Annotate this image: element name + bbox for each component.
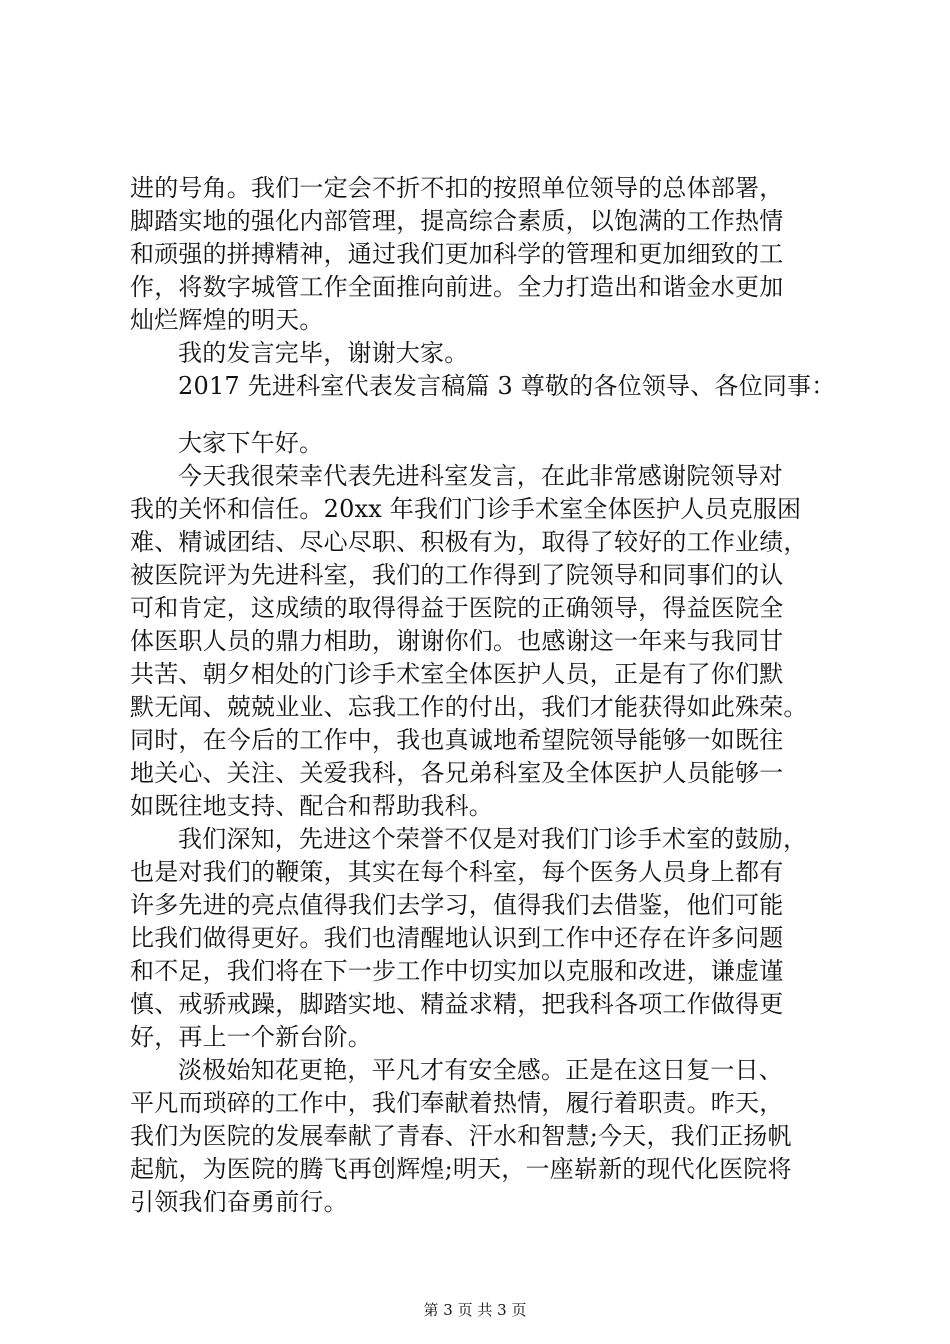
- text-line: 作，将数字城管工作全面推向前进。全力打造出和谐金水更加: [130, 273, 784, 301]
- text-line: 好，再上一个新台阶。: [130, 1023, 372, 1051]
- text-line: 共苦、朝夕相处的门诊手术室全体医护人员，正是有了你们默: [130, 660, 784, 688]
- text-line: 进的号角。我们一定会不折不扣的按照单位领导的总体部署，: [130, 174, 784, 202]
- text-line: 今天我很荣幸代表先进科室发言，在此非常感谢院领导对: [178, 462, 783, 490]
- text-line: 我的关怀和信任。20xx 年我们门诊手术室全体医护人员克服困: [130, 495, 802, 523]
- text-line: 地关心、关注、关爱我科，各兄弟科室及全体医护人员能够一: [130, 759, 784, 787]
- text-line: 如既往地支持、配合和帮助我科。: [130, 792, 493, 820]
- text-line: 引领我们奋勇前行。: [130, 1188, 348, 1216]
- page-footer: [0, 1300, 950, 1320]
- text-line: 灿烂辉煌的明天。: [130, 306, 324, 334]
- page-number: 第 3 页 共 3 页: [423, 1301, 527, 1319]
- text-line: 我们深知，先进这个荣誉不仅是对我们门诊手术室的鼓励，: [178, 825, 808, 853]
- text-line: 脚踏实地的强化内部管理，提高综合素质，以饱满的工作热情: [130, 207, 784, 235]
- text-line: 平凡而琐碎的工作中，我们奉献着热情，履行着职责。昨天，: [130, 1089, 784, 1117]
- text-line: 慎、戒骄戒躁，脚踏实地、精益求精，把我科各项工作做得更: [130, 990, 784, 1018]
- text-line: 和顽强的拼搏精神，通过我们更加科学的管理和更加细致的工: [130, 240, 784, 268]
- text-line: 难、精诚团结、尽心尽职、积极有为，取得了较好的工作业绩，: [130, 528, 808, 556]
- text-line: 默无闻、兢兢业业、忘我工作的付出，我们才能获得如此殊荣。: [130, 693, 808, 721]
- document-body: [130, 172, 856, 1219]
- text-line: 体医职人员的鼎力相助，谢谢你们。也感谢这一年来与我同甘: [130, 627, 784, 655]
- section-heading: 2017 先进科室代表发言稿篇 3 尊敬的各位领导、各位同事：: [178, 372, 836, 400]
- text-line: 起航，为医院的腾飞再创辉煌;明天，一座崭新的现代化医院将: [130, 1155, 792, 1183]
- text-line: 也是对我们的鞭策，其实在每个科室，每个医务人员身上都有: [130, 858, 784, 886]
- greeting-line: 大家下午好。: [178, 429, 324, 457]
- text-line: 比我们做得更好。我们也清醒地认识到工作中还存在许多问题: [130, 924, 784, 952]
- paragraph-gap: [130, 403, 856, 427]
- text-line: 同时，在今后的工作中，我也真诚地希望院领导能够一如既往: [130, 726, 784, 754]
- closing-line: 我的发言完毕，谢谢大家。: [178, 339, 469, 367]
- text-line: 可和肯定，这成绩的取得得益于医院的正确领导，得益医院全: [130, 594, 784, 622]
- text-line: 淡极始知花更艳，平凡才有安全感。正是在这日复一日、: [178, 1056, 783, 1084]
- text-line: 被医院评为先进科室，我们的工作得到了院领导和同事们的认: [130, 561, 784, 589]
- text-line: 许多先进的亮点值得我们去学习，值得我们去借鉴，他们可能: [130, 891, 784, 919]
- text-line: 和不足，我们将在下一步工作中切实加以克服和改进，谦虚谨: [130, 957, 784, 985]
- text-line: 我们为医院的发展奉献了青春、汗水和智慧;今天，我们正扬帆: [130, 1122, 792, 1150]
